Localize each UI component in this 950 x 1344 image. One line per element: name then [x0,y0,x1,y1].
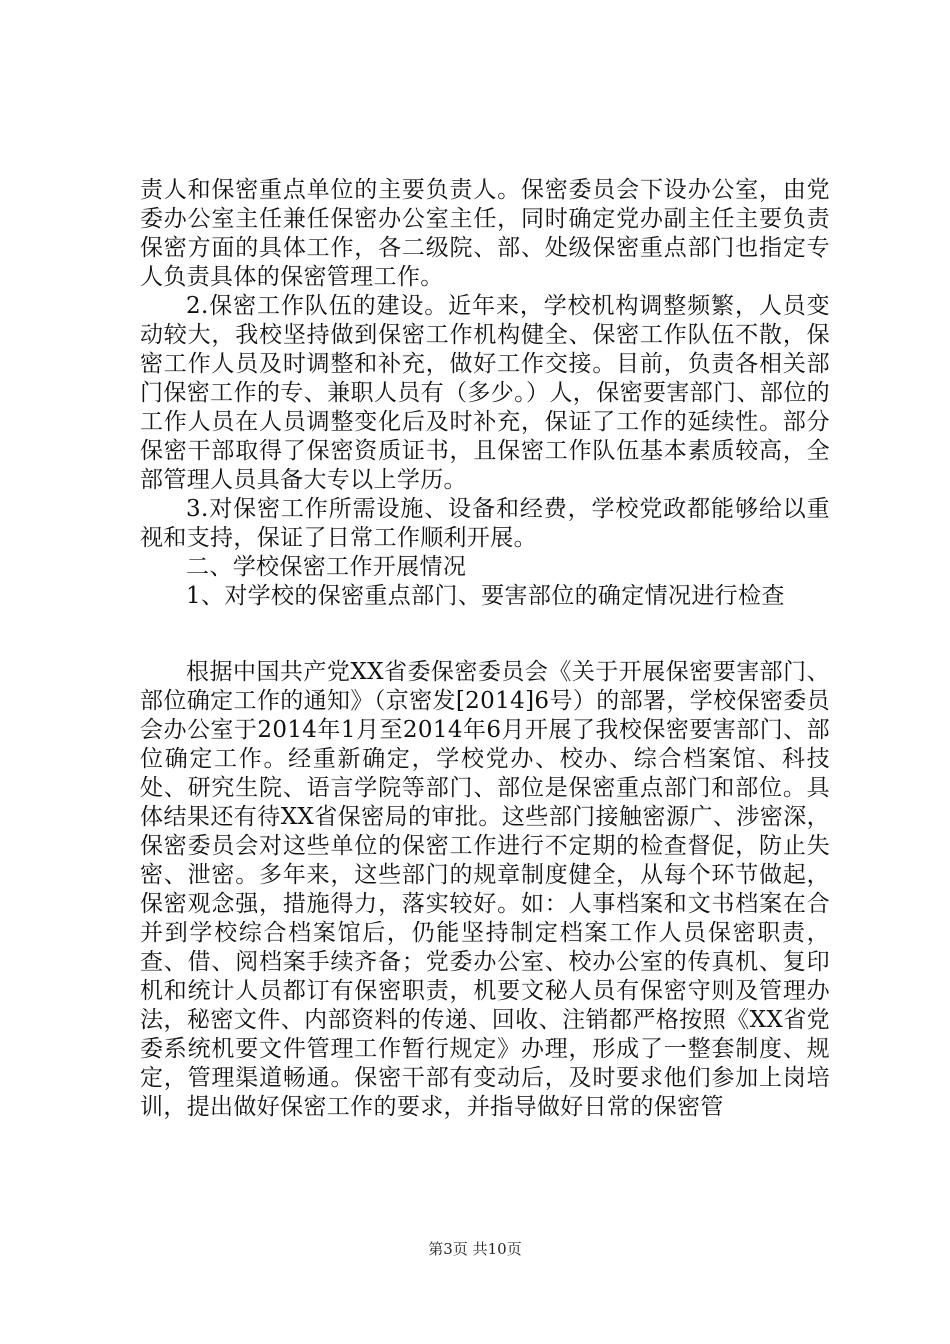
paragraph-continuation: 责人和保密重点单位的主要负责人。保密委员会下设办公室，由党委办公室主任兼任保密办公室主任，同时确定党办副主任主要负责保密方面的具体工作，各二级院、部、处级保密重点部门也指定专人负责具体的保密管理工作。 [140,177,830,290]
paragraph-facilities: 3.对保密工作所需设施、设备和经费，学校党政都能够给以重视和支持，保证了日常工作顺利开展。 [140,496,830,551]
section-heading: 二、学校保密工作开展情况 [186,554,467,580]
paragraph-team-building: 2.保密工作队伍的建设。近年来，学校机构调整频繁，人员变动较大，我校坚持做到保密工作机构健全、保密工作队伍不散，保密工作人员及时调整和补充，做好工作交接。目前，负责各相关部门保密工作的专、兼职人员有（多少。）人，保密要害部门、部位的工作人员在人员调整变化后及时补充，保证了工作的延续性。部分保密干部取得了保密资质证书，且保密工作队伍基本素质较高，全部管理人员具备大专以上学历。 [140,293,830,493]
page-number-footer: 第3页 共10页 [428,1240,522,1258]
paragraph-main: 根据中国共产党XX省委保密委员会《关于开展保密要害部门、部位确定工作的通知》（京密发[2014]6号）的部署，学校保密委员会办公室于2014年1月至2014年6月开展了我校保密要害部门、部位确定工作。经重新确定，学校党办、校办、综合档案馆、科技处、研究生院、语言学院等部门、部位是保密重点部门和部位。具体结果还有待XX省保密局的审批。这些部门接触密源广、涉密深，保密委员会对这些单位的保密工作进行不定期的检查督促，防止失密、泄密。多年来，这些部门的规章制度健全，从每个环节做起，保密观念强，措施得力，落实较好。如：人事档案和文书档案在合并到学校综合档案馆后，仍能坚持制定档案工作人员保密职责，查、借、阅档案手续齐备；党委办公室、校办公室的传真机、复印机和统计人员都订有保密职责，机要文秘人员有保密守则及管理办法，秘密文件、内部资料的传递、回收、注销都严格按照《XX省党委系统机要文件管理工作暂行规定》办理，形成了一整套制度、规定，管理渠道畅通。保密干部有变动后，及时要求他们参加上岗培训，提出做好保密工作的要求，并指导做好日常的保密管 [140,659,830,1120]
subsection-heading: 1、对学校的保密重点部门、要害部位的确定情况进行检查 [186,583,785,609]
text-block-main [140,658,830,1122]
text-block-top [140,176,830,611]
